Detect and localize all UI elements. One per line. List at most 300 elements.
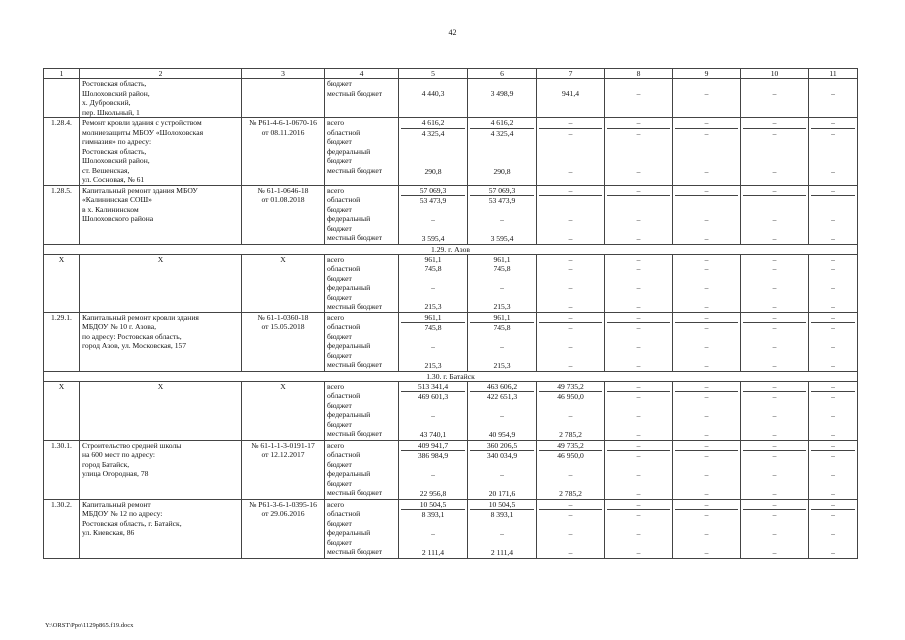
amount-value	[607, 98, 670, 108]
funding-source-line: местный бюджет	[327, 488, 383, 497]
funding-source-line: бюджет	[327, 419, 352, 429]
amount-spacer	[539, 157, 602, 167]
amount-value: –	[772, 510, 777, 519]
amount-value: –	[636, 254, 641, 264]
funding-source	[325, 499, 399, 558]
amount-value: –	[704, 548, 709, 557]
amount-spacer	[811, 461, 855, 471]
amount-spacer	[743, 352, 806, 362]
amount-value: 386 984,9	[417, 451, 449, 460]
expertise-conclusion	[242, 499, 325, 558]
amount-value: 4 616,2	[470, 118, 534, 129]
amount-value: –	[831, 234, 835, 243]
amount-value: –	[500, 470, 504, 479]
expertise-line: Х	[280, 381, 286, 391]
amount-value	[470, 148, 534, 158]
item-number: Х	[44, 254, 80, 312]
amount-spacer	[539, 520, 602, 530]
amount-value: –	[675, 118, 738, 129]
amount-value: 4 440,3	[421, 88, 445, 98]
amount-cell	[741, 381, 809, 440]
amount-value: –	[704, 451, 709, 460]
amount-value: –	[704, 342, 709, 351]
amount-value: –	[743, 313, 806, 324]
amount-value: –	[607, 441, 670, 452]
amount-spacer	[470, 520, 534, 530]
amount-cell	[741, 185, 809, 244]
amount-spacer	[675, 402, 738, 412]
amount-value: –	[831, 88, 835, 98]
funding-source-line: областной	[327, 391, 361, 400]
amount-value: 10 504,5	[401, 500, 465, 511]
object-name-line: на 600 мест по адресу:	[82, 450, 156, 459]
expertise-line: от 15.05.2018	[261, 322, 305, 331]
amount-value: –	[500, 529, 504, 538]
amount-spacer	[743, 274, 806, 284]
object-name-line: Ростовская область, г. Батайск,	[82, 518, 182, 528]
object-name	[80, 185, 242, 244]
amount-value: –	[500, 283, 504, 292]
amount-spacer	[743, 421, 806, 431]
amount-value: –	[636, 510, 641, 519]
amount-value: –	[831, 323, 835, 332]
amount-value: –	[636, 548, 641, 557]
column-number: 7	[537, 69, 605, 79]
amount-spacer	[811, 206, 855, 216]
expertise-line: от 29.06.2016	[261, 509, 305, 518]
amount-cell	[399, 312, 468, 371]
amount-cell	[605, 440, 673, 499]
amount-spacer	[401, 539, 465, 549]
funding-source-line: всего	[327, 440, 345, 450]
amount-value: 4 616,2	[401, 118, 465, 129]
funding-table	[43, 68, 858, 559]
amount-value: –	[704, 215, 709, 224]
amount-value: –	[675, 382, 738, 393]
amount-spacer	[539, 274, 602, 284]
amount-value: 57 069,3	[470, 186, 534, 197]
amount-value: –	[431, 470, 435, 479]
item-number: Х	[44, 381, 80, 440]
amount-spacer	[470, 539, 534, 549]
amount-value: –	[772, 302, 777, 311]
object-name-line: пер. Школьный, 1	[82, 107, 140, 117]
amount-value: –	[607, 118, 670, 129]
amount-value: –	[743, 118, 806, 129]
amount-value	[743, 108, 806, 118]
amount-value: –	[568, 254, 573, 264]
amount-spacer	[607, 352, 670, 362]
funding-source-line: всего	[327, 118, 345, 127]
amount-value	[539, 196, 602, 206]
amount-value: –	[636, 342, 641, 351]
amount-cell	[605, 254, 673, 312]
amount-spacer	[607, 274, 670, 284]
amount-value: –	[675, 441, 738, 452]
amount-spacer	[675, 461, 738, 471]
amount-value: 961,1	[493, 254, 511, 264]
amount-value: 2 785,2	[559, 430, 582, 439]
amount-spacer	[401, 520, 465, 530]
amount-spacer	[811, 352, 855, 362]
amount-value: –	[568, 323, 573, 332]
amount-value: –	[607, 313, 670, 324]
funding-source-line: бюджет	[327, 273, 352, 283]
amount-value: 8 393,1	[421, 510, 445, 519]
funding-source-line: бюджет	[327, 350, 352, 360]
amount-cell	[809, 381, 858, 440]
column-number: 11	[809, 69, 858, 79]
amount-cell	[673, 79, 741, 118]
expertise-line: № Р61-3-6-1-0395-16	[249, 499, 317, 509]
amount-value: –	[772, 529, 777, 538]
amount-value: –	[772, 166, 777, 176]
amount-value: –	[704, 392, 709, 401]
amount-value: –	[568, 166, 573, 176]
amount-spacer	[743, 461, 806, 471]
object-name	[80, 499, 242, 558]
amount-value: –	[636, 451, 641, 460]
amount-spacer	[607, 480, 670, 490]
amount-value: 961,1	[424, 254, 442, 264]
amount-spacer	[470, 352, 534, 362]
amount-cell	[468, 440, 537, 499]
amount-cell	[605, 499, 673, 558]
amount-spacer	[743, 206, 806, 216]
object-name-line: ст. Вешенская,	[82, 165, 130, 175]
amount-value: –	[539, 118, 602, 129]
amount-spacer	[401, 421, 465, 431]
amount-value	[401, 108, 465, 118]
amount-value: –	[743, 441, 806, 452]
amount-cell	[741, 254, 809, 312]
column-number: 3	[242, 69, 325, 79]
amount-spacer	[607, 421, 670, 431]
funding-source	[325, 381, 399, 440]
amount-value: –	[636, 411, 641, 420]
amount-value: –	[636, 323, 641, 332]
amount-value: 46 950,0	[557, 451, 584, 460]
amount-spacer	[470, 293, 534, 303]
object-name-line: город Батайск,	[82, 459, 130, 469]
amount-spacer	[811, 539, 855, 549]
amount-value: –	[568, 264, 573, 273]
amount-cell	[741, 440, 809, 499]
amount-value: –	[431, 342, 435, 351]
amount-cell	[741, 312, 809, 371]
amount-spacer	[811, 480, 855, 490]
expertise-conclusion	[242, 185, 325, 244]
object-name	[80, 312, 242, 371]
amount-value: 422 651,3	[486, 392, 518, 401]
amount-value	[401, 98, 465, 108]
section-title-row	[44, 244, 858, 254]
expertise-line: Х	[280, 254, 286, 264]
amount-cell	[399, 440, 468, 499]
amount-cell	[399, 79, 468, 118]
amount-value: –	[831, 430, 835, 439]
amount-spacer	[401, 138, 465, 148]
section-title: 1.30. г. Батайск	[44, 371, 858, 381]
amount-value: –	[831, 215, 835, 224]
funding-source-line: всего	[327, 185, 345, 195]
amount-value: –	[831, 548, 835, 557]
amount-value	[401, 79, 465, 89]
object-name	[80, 440, 242, 499]
amount-cell	[399, 185, 468, 244]
object-name-line: улица Огородная, 78	[82, 469, 149, 478]
amount-cell	[809, 312, 858, 371]
amount-value: 961,1	[470, 313, 534, 324]
funding-source-line	[327, 98, 396, 108]
amount-cell	[809, 118, 858, 186]
amount-value: –	[772, 548, 777, 557]
object-name-line: «Калининская СОШ»	[82, 195, 152, 204]
amount-value: –	[607, 382, 670, 393]
amount-value: –	[636, 264, 641, 273]
amount-spacer	[607, 157, 670, 167]
amount-value: –	[568, 510, 573, 519]
amount-cell	[468, 254, 537, 312]
section-title-row	[44, 371, 858, 381]
funding-source-line: всего	[327, 381, 345, 391]
object-name-line: х. Дубровский,	[82, 98, 131, 107]
funding-source-line: бюджет	[327, 137, 352, 146]
amount-value: 745,8	[424, 264, 442, 273]
amount-value	[743, 98, 806, 108]
amount-value: –	[811, 500, 855, 511]
amount-spacer	[401, 293, 465, 303]
amount-value	[675, 196, 738, 206]
amount-spacer	[675, 333, 738, 343]
amount-cell	[673, 499, 741, 558]
funding-source-line: бюджет	[327, 204, 352, 214]
funding-source-line: федеральный	[327, 410, 371, 419]
amount-spacer	[743, 402, 806, 412]
item-number: 1.28.4.	[44, 118, 80, 186]
amount-value: –	[704, 166, 709, 176]
amount-value: –	[831, 510, 835, 519]
item-number	[44, 79, 80, 118]
amount-spacer	[811, 421, 855, 431]
amount-cell	[468, 312, 537, 371]
amount-value: –	[743, 186, 806, 197]
amount-cell	[673, 185, 741, 244]
amount-value: –	[743, 382, 806, 393]
amount-spacer	[607, 225, 670, 235]
amount-value: 215,3	[424, 302, 442, 311]
amount-spacer	[811, 225, 855, 235]
table-row	[44, 185, 858, 244]
amount-spacer	[539, 402, 602, 412]
amount-value: –	[636, 215, 641, 224]
amount-value: –	[772, 264, 777, 273]
amount-value	[743, 148, 806, 158]
amount-value: –	[636, 489, 641, 498]
amount-value: 2 785,2	[559, 489, 582, 498]
amount-value	[675, 108, 738, 118]
amount-value: –	[831, 128, 835, 138]
amount-value: 469 601,3	[417, 392, 449, 401]
amount-value: 4 325,4	[490, 128, 514, 138]
amount-value: 49 735,2	[539, 382, 602, 393]
amount-cell	[741, 499, 809, 558]
amount-spacer	[607, 461, 670, 471]
amount-spacer	[470, 225, 534, 235]
amount-cell	[673, 312, 741, 371]
amount-spacer	[470, 274, 534, 284]
funding-source-line: областной	[327, 322, 361, 331]
amount-value	[811, 196, 855, 206]
amount-value: 53 473,9	[419, 196, 447, 205]
amount-spacer	[743, 138, 806, 148]
amount-value: –	[772, 451, 777, 460]
amount-value: –	[568, 128, 573, 138]
funding-source-line: местный бюджет	[327, 302, 383, 311]
amount-spacer	[811, 274, 855, 284]
funding-source-line: бюджет	[327, 478, 352, 488]
amount-value: –	[568, 411, 573, 420]
amount-value: –	[831, 489, 835, 498]
amount-spacer	[607, 206, 670, 216]
amount-value: –	[568, 283, 573, 292]
column-number: 2	[80, 69, 242, 79]
amount-value: –	[831, 283, 835, 292]
amount-value: 43 740,1	[419, 430, 447, 439]
column-number: 4	[325, 69, 399, 79]
object-name-line: Шолоховский район,	[82, 88, 150, 98]
object-name-line: в х. Калининском	[82, 204, 139, 214]
amount-spacer	[675, 352, 738, 362]
amount-value	[539, 98, 602, 108]
amount-spacer	[539, 225, 602, 235]
amount-value: –	[539, 313, 602, 324]
amount-cell	[537, 499, 605, 558]
amount-value: –	[772, 489, 777, 498]
funding-source-line: бюджет	[327, 331, 352, 341]
amount-spacer	[401, 352, 465, 362]
amount-value: –	[704, 470, 709, 479]
amount-value: –	[607, 186, 670, 197]
amount-spacer	[401, 157, 465, 167]
amount-spacer	[470, 402, 534, 412]
amount-spacer	[743, 333, 806, 343]
amount-value: –	[772, 430, 777, 439]
amount-value: –	[811, 441, 855, 452]
amount-cell	[537, 79, 605, 118]
amount-value: –	[568, 548, 573, 557]
funding-source	[325, 440, 399, 499]
amount-cell	[809, 440, 858, 499]
amount-value: 340 034,9	[486, 451, 518, 460]
amount-value: 215,3	[493, 361, 511, 370]
amount-value: –	[431, 411, 435, 420]
amount-spacer	[743, 539, 806, 549]
amount-spacer	[539, 461, 602, 471]
object-name-line: молниезащиты МБОУ «Шолоховская	[82, 127, 204, 137]
object-name-line: ул. Киевская, 86	[82, 528, 135, 537]
amount-value: 941,4	[561, 88, 580, 98]
amount-value: –	[772, 254, 777, 264]
amount-value: 745,8	[493, 323, 511, 332]
amount-value: 46 950,0	[557, 392, 584, 401]
amount-value: –	[772, 215, 777, 224]
amount-value: –	[831, 529, 835, 538]
amount-cell	[537, 185, 605, 244]
amount-spacer	[675, 274, 738, 284]
amount-cell	[605, 79, 673, 118]
amount-value: –	[772, 283, 777, 292]
amount-value: –	[831, 254, 835, 264]
amount-spacer	[539, 333, 602, 343]
funding-source-line	[327, 108, 396, 118]
expertise-line: от 08.11.2016	[261, 127, 305, 137]
amount-value: –	[636, 302, 641, 311]
funding-source-line: местный бюджет	[327, 360, 383, 369]
object-name-line: МБДОУ № 10 г. Азова,	[82, 322, 157, 331]
amount-value	[811, 79, 855, 89]
object-name-line: ул. Сосновая, № 61	[82, 175, 145, 184]
amount-cell	[741, 79, 809, 118]
funding-source-line: областной	[327, 195, 361, 204]
amount-value: –	[772, 470, 777, 479]
funding-source-line: всего	[327, 499, 345, 509]
amount-value: 40 954,9	[488, 430, 516, 439]
funding-source-line: областной	[327, 509, 361, 518]
amount-spacer	[470, 421, 534, 431]
funding-source-line: местный бюджет	[327, 88, 383, 98]
expertise-conclusion	[242, 381, 325, 440]
amount-cell	[605, 312, 673, 371]
amount-spacer	[811, 520, 855, 530]
amount-value	[539, 108, 602, 118]
column-number: 10	[741, 69, 809, 79]
amount-value: –	[831, 411, 835, 420]
file-path-footer: Y:\ORST\Ppo\1129p865.f19.docx	[45, 622, 134, 629]
amount-value: –	[636, 166, 641, 176]
column-number: 8	[605, 69, 673, 79]
amount-spacer	[401, 402, 465, 412]
amount-value: –	[431, 283, 435, 292]
funding-source-line: федеральный	[327, 283, 371, 292]
item-number: 1.28.5.	[44, 185, 80, 244]
amount-value	[539, 79, 602, 89]
amount-cell	[537, 381, 605, 440]
object-name-line: Строительство средней школы	[82, 440, 182, 450]
expertise-line: № Р61-4-6-1-0670-16	[249, 118, 317, 127]
column-number: 6	[468, 69, 537, 79]
funding-source-line: бюджет	[327, 223, 352, 233]
amount-spacer	[539, 421, 602, 431]
amount-cell	[399, 118, 468, 186]
amount-value: –	[704, 361, 709, 370]
funding-source-line: федеральный	[327, 528, 371, 537]
expertise-line: № 61-1-1-3-0191-17	[251, 440, 315, 450]
amount-value: –	[568, 302, 573, 311]
object-name-line: по адресу: Ростовская область,	[82, 331, 182, 341]
amount-value: 360 206,5	[470, 441, 534, 452]
object-name-line: Х	[157, 381, 164, 391]
amount-value: –	[704, 510, 709, 519]
amount-spacer	[470, 138, 534, 148]
amount-value: –	[539, 186, 602, 197]
amount-cell	[537, 312, 605, 371]
amount-value: –	[772, 342, 777, 351]
amount-value: –	[636, 361, 641, 370]
amount-value: 2 111,4	[490, 548, 514, 557]
amount-value: 513 341,4	[401, 382, 465, 393]
object-name-line: Шолоховский район,	[82, 156, 150, 165]
